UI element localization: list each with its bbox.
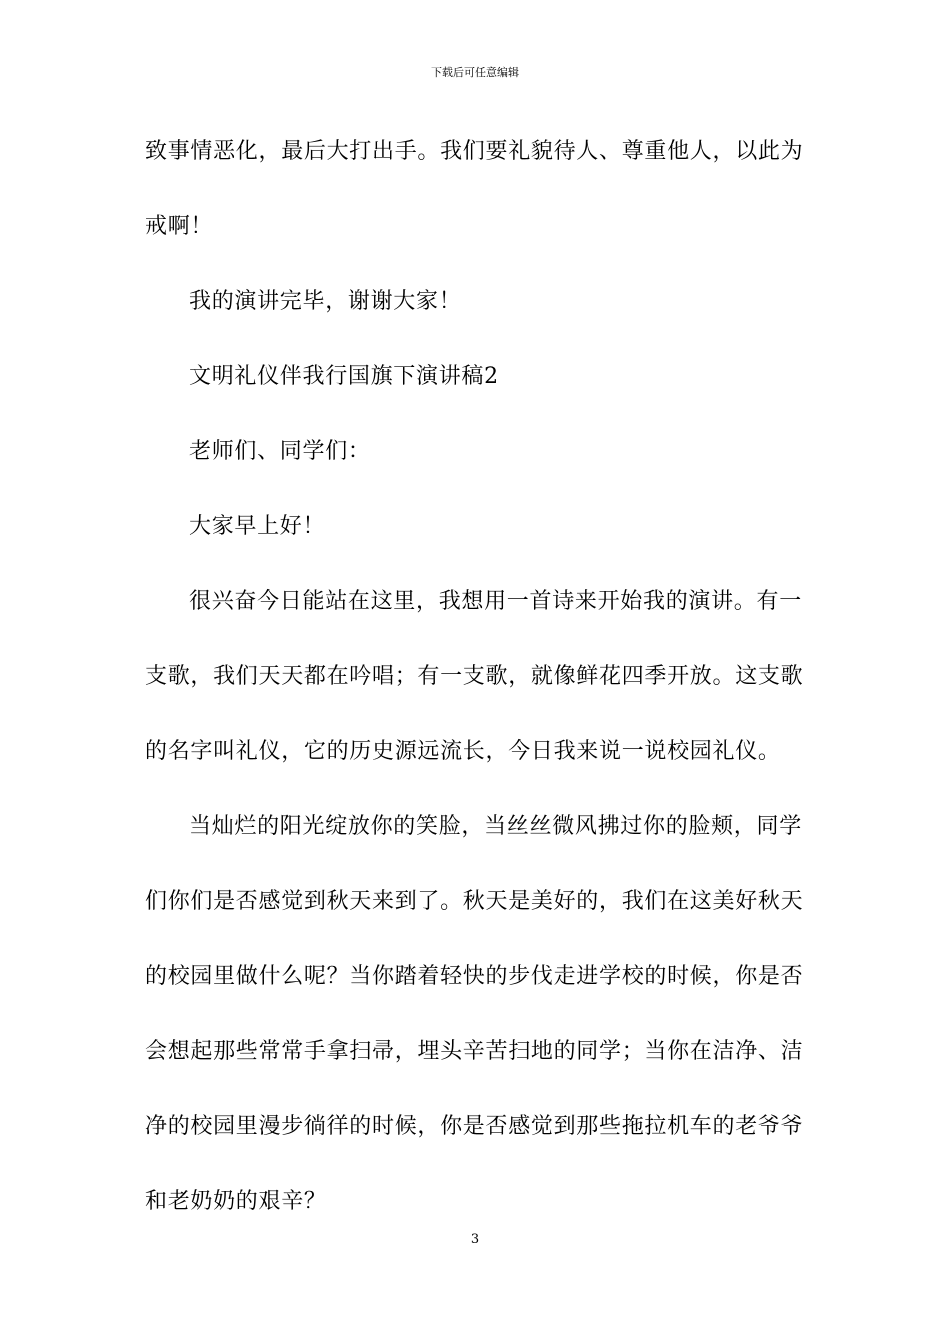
paragraph-line: 们你们是否感觉到秋天来到了。秋天是美好的，我们在这美好秋天 xyxy=(145,889,804,914)
section-title: 文明礼仪伴我行国旗下演讲稿2 xyxy=(189,364,499,389)
paragraph-line: 当灿烂的阳光绽放你的笑脸，当丝丝微风拂过你的脸颊，同学 xyxy=(189,814,802,839)
page-number: 3 xyxy=(470,1232,480,1247)
paragraph-line: 致事情恶化，最后大打出手。我们要礼貌待人、尊重他人，以此为 xyxy=(145,139,804,164)
paragraph-line: 很兴奋今日能站在这里，我想用一首诗来开始我的演讲。有一 xyxy=(189,589,802,614)
page-header: 下载后可任意编辑 xyxy=(431,66,519,79)
paragraph-line: 和老奶奶的艰辛？ xyxy=(145,1189,327,1214)
paragraph-line: 戒啊！ xyxy=(145,214,214,239)
paragraph-line: 的校园里做什么呢？当你踏着轻快的步伐走进学校的时候，你是否 xyxy=(145,964,804,989)
paragraph-line: 我的演讲完毕，谢谢大家！ xyxy=(189,289,462,314)
greeting: 大家早上好！ xyxy=(189,514,326,539)
paragraph-line: 会想起那些常常手拿扫帚，埋头辛苦扫地的同学；当你在洁净、洁 xyxy=(145,1039,804,1064)
paragraph-line: 的名字叫礼仪，它的历史源远流长，今日我来说一说校园礼仪。 xyxy=(145,739,781,764)
paragraph-line: 支歌，我们天天都在吟唱；有一支歌，就像鲜花四季开放。这支歌 xyxy=(145,664,804,689)
document-body xyxy=(145,124,810,1249)
paragraph-line: 净的校园里漫步徜徉的时候，你是否感觉到那些拖拉机车的老爷爷 xyxy=(145,1114,804,1139)
salutation: 老师们、同学们： xyxy=(189,439,371,464)
